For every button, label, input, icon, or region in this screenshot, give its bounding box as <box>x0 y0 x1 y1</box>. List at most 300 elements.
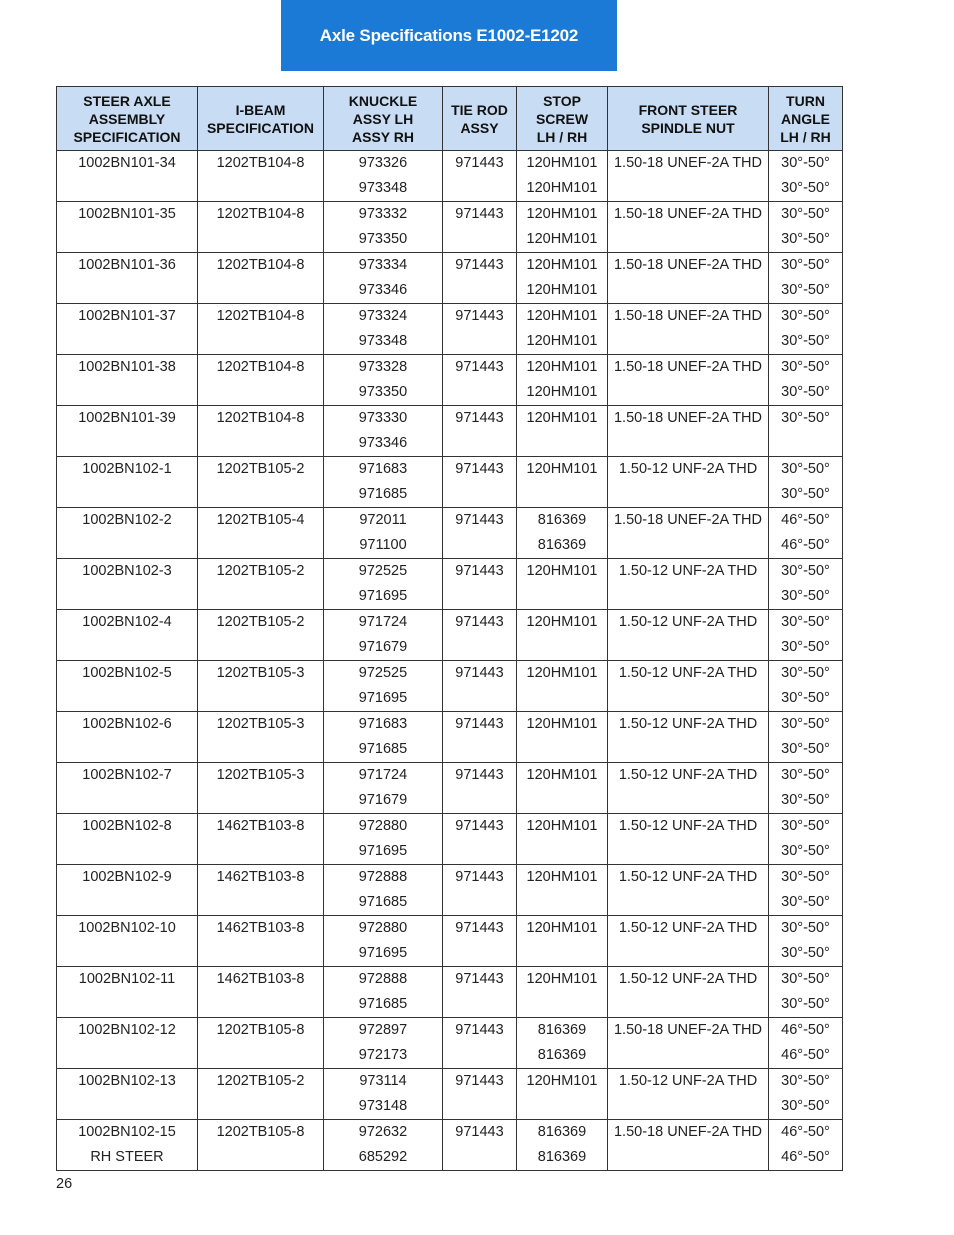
header-line: LH / RH <box>780 128 831 145</box>
cell-turn-angle <box>769 151 843 202</box>
cell-line: 972525 <box>358 665 408 681</box>
cell-line: 30°-50° <box>781 1073 830 1089</box>
cell-line: 1202TB104-8 <box>216 410 305 426</box>
cell-tie-rod <box>443 967 517 1018</box>
cell-line: 973346 <box>358 435 408 451</box>
cell-line: 971685 <box>358 996 408 1012</box>
cell-line: 120HM101 <box>526 384 598 400</box>
cell-stop-screw <box>517 763 608 814</box>
cell-line: 1002BN102-4 <box>82 614 172 630</box>
cell-steer-axle-assembly <box>57 865 198 916</box>
cell-i-beam <box>198 151 324 202</box>
cell-line: 971724 <box>358 614 408 630</box>
cell-line: 30°-50° <box>781 945 830 961</box>
cell-line: 120HM101 <box>526 180 598 196</box>
cell-line: 971100 <box>359 537 407 553</box>
cell-line: 1.50-12 UNF-2A THD <box>618 461 758 477</box>
cell-line: 30°-50° <box>781 665 830 681</box>
cell-line: 30°-50° <box>781 767 830 783</box>
cell-i-beam <box>198 304 324 355</box>
cell-line: 971695 <box>358 945 408 961</box>
header-steer-axle-assembly <box>57 87 198 151</box>
cell-steer-axle-assembly <box>57 1120 198 1171</box>
cell-spindle-nut <box>608 967 769 1018</box>
cell-line: 1202TB105-2 <box>216 461 305 477</box>
table-row <box>57 202 843 253</box>
cell-line: 971685 <box>358 741 408 757</box>
cell-stop-screw <box>517 967 608 1018</box>
cell-line: 30°-50° <box>781 869 830 885</box>
cell-spindle-nut <box>608 610 769 661</box>
cell-line: 30°-50° <box>781 155 830 171</box>
cell-spindle-nut <box>608 151 769 202</box>
cell-stop-screw <box>517 406 608 457</box>
cell-i-beam <box>198 814 324 865</box>
cell-knuckle <box>324 610 443 661</box>
cell-stop-screw <box>517 814 608 865</box>
cell-line: 1.50-18 UNEF-2A THD <box>613 257 762 273</box>
cell-line: 971443 <box>455 818 504 834</box>
cell-line: 46°-50° <box>781 1047 830 1063</box>
cell-line: 972880 <box>358 818 408 834</box>
table-header-row <box>57 87 843 151</box>
cell-line: 971443 <box>455 1124 504 1140</box>
cell-steer-axle-assembly <box>57 457 198 508</box>
cell-line: 1002BN101-38 <box>78 359 176 375</box>
cell-stop-screw <box>517 916 608 967</box>
cell-turn-angle <box>769 712 843 763</box>
cell-line: 972525 <box>358 563 408 579</box>
table-row <box>57 916 843 967</box>
cell-knuckle <box>324 1120 443 1171</box>
cell-line: 1.50-12 UNF-2A THD <box>618 665 758 681</box>
cell-line: 1202TB104-8 <box>216 308 305 324</box>
cell-spindle-nut <box>608 661 769 712</box>
cell-line: 973348 <box>358 333 408 349</box>
cell-steer-axle-assembly <box>57 355 198 406</box>
cell-line: 30°-50° <box>781 843 830 859</box>
cell-stop-screw <box>517 1069 608 1120</box>
cell-line: 973334 <box>358 257 408 273</box>
table-row <box>57 814 843 865</box>
table-row <box>57 865 843 916</box>
cell-line: 971695 <box>358 690 408 706</box>
cell-line: 1002BN101-39 <box>78 410 176 426</box>
cell-tie-rod <box>443 1120 517 1171</box>
cell-steer-axle-assembly <box>57 967 198 1018</box>
cell-spindle-nut <box>608 814 769 865</box>
cell-line: 1002BN102-6 <box>82 716 172 732</box>
cell-line: 46°-50° <box>781 537 830 553</box>
cell-line: 1.50-12 UNF-2A THD <box>618 1073 758 1089</box>
cell-line: 1202TB105-3 <box>216 716 305 732</box>
axle-spec-table <box>56 86 843 1171</box>
cell-spindle-nut <box>608 1018 769 1069</box>
table-row <box>57 253 843 304</box>
cell-stop-screw <box>517 355 608 406</box>
cell-line: 30°-50° <box>781 308 830 324</box>
cell-turn-angle <box>769 508 843 559</box>
cell-line: 30°-50° <box>781 206 830 222</box>
cell-line: 1.50-12 UNF-2A THD <box>618 920 758 936</box>
cell-tie-rod <box>443 661 517 712</box>
cell-line: 30°-50° <box>781 461 830 477</box>
cell-stop-screw <box>517 712 608 763</box>
table-row <box>57 559 843 610</box>
header-line: SPECIFICATION <box>206 119 315 136</box>
cell-stop-screw <box>517 202 608 253</box>
cell-line: 685292 <box>358 1149 408 1165</box>
cell-line: 971443 <box>455 512 504 528</box>
header-line: ASSY LH <box>352 110 414 127</box>
cell-line: 973330 <box>358 410 408 426</box>
cell-line: 971443 <box>455 308 504 324</box>
cell-line: 30°-50° <box>781 410 830 426</box>
cell-turn-angle <box>769 610 843 661</box>
cell-line: 1462TB103-8 <box>216 869 305 885</box>
cell-line: 971443 <box>455 206 504 222</box>
cell-line: 973332 <box>358 206 408 222</box>
cell-line: 1.50-12 UNF-2A THD <box>618 869 758 885</box>
cell-line: 30°-50° <box>781 180 830 196</box>
cell-line: 1002BN102-5 <box>82 665 172 681</box>
cell-line: 46°-50° <box>781 1149 830 1165</box>
cell-spindle-nut <box>608 253 769 304</box>
cell-knuckle <box>324 967 443 1018</box>
cell-line: 120HM101 <box>526 206 598 222</box>
table-row <box>57 304 843 355</box>
cell-knuckle <box>324 304 443 355</box>
cell-spindle-nut <box>608 916 769 967</box>
cell-line: 971683 <box>358 716 408 732</box>
cell-knuckle <box>324 202 443 253</box>
cell-line: 120HM101 <box>526 665 598 681</box>
cell-line: 1202TB105-8 <box>216 1124 305 1140</box>
header-line: TIE ROD <box>451 101 508 118</box>
cell-line: 30°-50° <box>781 257 830 273</box>
header-line: FRONT STEER <box>638 101 738 118</box>
cell-spindle-nut <box>608 1120 769 1171</box>
cell-i-beam <box>198 661 324 712</box>
cell-line: 816369 <box>537 537 587 553</box>
cell-line: 120HM101 <box>526 410 598 426</box>
cell-line: 973148 <box>358 1098 408 1114</box>
cell-line: 971695 <box>358 843 408 859</box>
cell-line: 1.50-12 UNF-2A THD <box>618 971 758 987</box>
cell-turn-angle <box>769 967 843 1018</box>
cell-line: 30°-50° <box>781 588 830 604</box>
cell-line: 30°-50° <box>781 716 830 732</box>
cell-line: 1.50-18 UNEF-2A THD <box>613 155 762 171</box>
cell-line: 971679 <box>358 639 408 655</box>
cell-turn-angle <box>769 202 843 253</box>
cell-line: 1002BN101-37 <box>78 308 176 324</box>
cell-line: 971443 <box>455 614 504 630</box>
cell-line: 971443 <box>455 461 504 477</box>
cell-line: 120HM101 <box>526 155 598 171</box>
cell-line: 1.50-12 UNF-2A THD <box>618 818 758 834</box>
cell-line: 30°-50° <box>781 971 830 987</box>
cell-line: 1.50-12 UNF-2A THD <box>618 716 758 732</box>
cell-line: 120HM101 <box>526 461 598 477</box>
header-line: ASSEMBLY <box>88 110 166 127</box>
cell-line: 1462TB103-8 <box>216 818 305 834</box>
header-line: KNUCKLE <box>348 92 418 109</box>
cell-knuckle <box>324 355 443 406</box>
cell-stop-screw <box>517 304 608 355</box>
cell-tie-rod <box>443 151 517 202</box>
cell-knuckle <box>324 508 443 559</box>
cell-knuckle <box>324 916 443 967</box>
cell-line: 971443 <box>455 869 504 885</box>
cell-line: 971443 <box>455 1073 504 1089</box>
cell-steer-axle-assembly <box>57 712 198 763</box>
cell-line: 972880 <box>358 920 408 936</box>
table-row <box>57 610 843 661</box>
cell-steer-axle-assembly <box>57 661 198 712</box>
cell-line: 30°-50° <box>781 282 830 298</box>
cell-line: 1.50-18 UNEF-2A THD <box>613 359 762 375</box>
table-row <box>57 763 843 814</box>
page-title-banner <box>281 0 617 71</box>
cell-spindle-nut <box>608 559 769 610</box>
cell-line: 1.50-12 UNF-2A THD <box>618 614 758 630</box>
cell-line: 971683 <box>358 461 408 477</box>
cell-spindle-nut <box>608 865 769 916</box>
cell-line: 30°-50° <box>781 1098 830 1114</box>
table-row <box>57 1069 843 1120</box>
cell-line: 30°-50° <box>781 359 830 375</box>
table-row <box>57 712 843 763</box>
header-line: TURN <box>786 92 825 109</box>
cell-turn-angle <box>769 559 843 610</box>
cell-steer-axle-assembly <box>57 406 198 457</box>
cell-spindle-nut <box>608 508 769 559</box>
cell-line: 1202TB104-8 <box>216 257 305 273</box>
cell-steer-axle-assembly <box>57 253 198 304</box>
cell-line: 1002BN101-36 <box>78 257 176 273</box>
cell-line: 30°-50° <box>781 333 830 349</box>
cell-spindle-nut <box>608 355 769 406</box>
cell-turn-angle <box>769 814 843 865</box>
cell-line: 973350 <box>358 231 408 247</box>
cell-i-beam <box>198 457 324 508</box>
cell-line: 971685 <box>358 894 408 910</box>
cell-line: 1.50-12 UNF-2A THD <box>618 563 758 579</box>
cell-line: 971724 <box>358 767 408 783</box>
cell-line: 972173 <box>358 1047 408 1063</box>
cell-line: 120HM101 <box>526 359 598 375</box>
cell-line: 1.50-18 UNEF-2A THD <box>613 512 762 528</box>
cell-line: 1202TB105-4 <box>216 512 305 528</box>
cell-line: 120HM101 <box>526 257 598 273</box>
cell-line: 973346 <box>358 282 408 298</box>
cell-steer-axle-assembly <box>57 559 198 610</box>
cell-i-beam <box>198 610 324 661</box>
cell-line: 1002BN101-35 <box>78 206 176 222</box>
cell-line: 973350 <box>358 384 408 400</box>
cell-line: 1002BN102-12 <box>78 1022 176 1038</box>
cell-line: 1202TB104-8 <box>216 359 305 375</box>
cell-line: 1002BN102-15 <box>78 1124 176 1140</box>
cell-spindle-nut <box>608 406 769 457</box>
cell-line: 30°-50° <box>781 741 830 757</box>
cell-spindle-nut <box>608 1069 769 1120</box>
cell-line: 971443 <box>455 410 504 426</box>
cell-line: 971443 <box>455 155 504 171</box>
cell-line: 30°-50° <box>781 792 830 808</box>
cell-line: 1202TB105-2 <box>216 563 305 579</box>
cell-line: 1.50-18 UNEF-2A THD <box>613 410 762 426</box>
cell-line: 971443 <box>455 1022 504 1038</box>
cell-steer-axle-assembly <box>57 304 198 355</box>
cell-line: 30°-50° <box>781 486 830 502</box>
table-row <box>57 355 843 406</box>
cell-line: 816369 <box>537 512 587 528</box>
header-knuckle <box>324 87 443 151</box>
cell-i-beam <box>198 1120 324 1171</box>
cell-tie-rod <box>443 610 517 661</box>
cell-line: 120HM101 <box>526 308 598 324</box>
cell-line: 30°-50° <box>781 996 830 1012</box>
cell-line: 120HM101 <box>526 614 598 630</box>
cell-line: 30°-50° <box>781 563 830 579</box>
header-line: ASSY <box>460 119 499 136</box>
header-spindle-nut <box>608 87 769 151</box>
cell-line: 972897 <box>358 1022 408 1038</box>
cell-spindle-nut <box>608 457 769 508</box>
cell-line: 971443 <box>455 359 504 375</box>
cell-line: 971443 <box>455 971 504 987</box>
cell-line: 1202TB105-3 <box>216 665 305 681</box>
cell-knuckle <box>324 865 443 916</box>
cell-line: 1.50-18 UNEF-2A THD <box>613 308 762 324</box>
cell-line: 973328 <box>358 359 408 375</box>
table-row <box>57 1120 843 1171</box>
cell-turn-angle <box>769 916 843 967</box>
cell-knuckle <box>324 253 443 304</box>
cell-line: 30°-50° <box>781 894 830 910</box>
cell-knuckle <box>324 1069 443 1120</box>
cell-knuckle <box>324 406 443 457</box>
cell-i-beam <box>198 1018 324 1069</box>
cell-knuckle <box>324 661 443 712</box>
cell-i-beam <box>198 712 324 763</box>
cell-i-beam <box>198 406 324 457</box>
cell-line: 1002BN102-3 <box>82 563 172 579</box>
cell-line: 972888 <box>358 869 408 885</box>
cell-stop-screw <box>517 1018 608 1069</box>
cell-i-beam <box>198 253 324 304</box>
cell-tie-rod <box>443 202 517 253</box>
cell-line: 1002BN102-9 <box>82 869 172 885</box>
header-i-beam <box>198 87 324 151</box>
cell-line: 1002BN102-7 <box>82 767 172 783</box>
cell-line: 46°-50° <box>781 512 830 528</box>
cell-line: 1002BN102-1 <box>82 461 172 477</box>
cell-line: 971443 <box>455 767 504 783</box>
cell-tie-rod <box>443 763 517 814</box>
table-row <box>57 406 843 457</box>
header-line: LH / RH <box>536 128 588 145</box>
cell-turn-angle <box>769 304 843 355</box>
cell-line: 973114 <box>359 1073 407 1089</box>
cell-i-beam <box>198 916 324 967</box>
cell-line: 30°-50° <box>781 384 830 400</box>
cell-stop-screw <box>517 457 608 508</box>
cell-i-beam <box>198 967 324 1018</box>
cell-steer-axle-assembly <box>57 202 198 253</box>
cell-spindle-nut <box>608 304 769 355</box>
cell-line: 1002BN102-11 <box>78 971 176 987</box>
cell-tie-rod <box>443 712 517 763</box>
table-row <box>57 661 843 712</box>
cell-stop-screw <box>517 610 608 661</box>
cell-line: 1202TB105-8 <box>216 1022 305 1038</box>
cell-steer-axle-assembly <box>57 610 198 661</box>
cell-tie-rod <box>443 406 517 457</box>
cell-line: 1002BN102-10 <box>78 920 176 936</box>
cell-line: 972888 <box>358 971 408 987</box>
cell-line: 1202TB105-2 <box>216 614 305 630</box>
cell-tie-rod <box>443 304 517 355</box>
cell-line: 30°-50° <box>781 614 830 630</box>
cell-stop-screw <box>517 151 608 202</box>
cell-tie-rod <box>443 865 517 916</box>
cell-line: 30°-50° <box>781 231 830 247</box>
cell-tie-rod <box>443 457 517 508</box>
cell-line: 120HM101 <box>526 818 598 834</box>
cell-line: 120HM101 <box>526 920 598 936</box>
cell-i-beam <box>198 763 324 814</box>
cell-line: 1.50-18 UNEF-2A THD <box>613 1124 762 1140</box>
cell-turn-angle <box>769 1069 843 1120</box>
cell-line: 972011 <box>359 512 407 528</box>
cell-knuckle <box>324 559 443 610</box>
cell-tie-rod <box>443 1018 517 1069</box>
cell-tie-rod <box>443 253 517 304</box>
cell-i-beam <box>198 508 324 559</box>
cell-line: 120HM101 <box>526 563 598 579</box>
header-line: SPINDLE NUT <box>641 119 735 136</box>
cell-line: 1202TB105-2 <box>216 1073 305 1089</box>
cell-stop-screw <box>517 865 608 916</box>
table-row <box>57 1018 843 1069</box>
cell-line: 120HM101 <box>526 333 598 349</box>
cell-line: 30°-50° <box>781 690 830 706</box>
cell-line: RH STEER <box>90 1149 164 1165</box>
cell-stop-screw <box>517 661 608 712</box>
cell-steer-axle-assembly <box>57 916 198 967</box>
cell-line: 1002BN101-34 <box>78 155 176 171</box>
cell-tie-rod <box>443 559 517 610</box>
cell-turn-angle <box>769 1018 843 1069</box>
cell-turn-angle <box>769 661 843 712</box>
cell-turn-angle <box>769 457 843 508</box>
cell-line: 1.50-18 UNEF-2A THD <box>613 1022 762 1038</box>
cell-line: 30°-50° <box>781 818 830 834</box>
header-line: SPECIFICATION <box>73 128 181 145</box>
cell-line: 1.50-18 UNEF-2A THD <box>613 206 762 222</box>
cell-tie-rod <box>443 355 517 406</box>
cell-turn-angle <box>769 253 843 304</box>
cell-line: 30°-50° <box>781 639 830 655</box>
cell-line: 816369 <box>537 1022 587 1038</box>
cell-line: 971685 <box>358 486 408 502</box>
cell-turn-angle <box>769 1120 843 1171</box>
cell-steer-axle-assembly <box>57 763 198 814</box>
header-line: ASSY RH <box>352 128 414 145</box>
